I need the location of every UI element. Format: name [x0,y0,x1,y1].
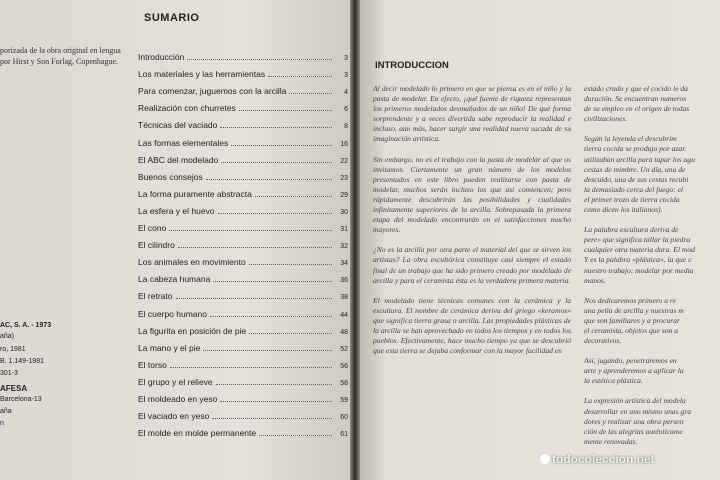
toc-entry-page: 3 [344,55,348,62]
toc-entry [138,428,348,438]
toc-leader-dots [221,162,332,163]
paragraph [584,134,720,215]
text-line: la estética plástica. [584,376,643,386]
toc-leader-dots [231,145,332,146]
imprint-line: aña [0,408,12,415]
text-line: desarrollar en uno mismo unas gra [584,406,692,416]
toc-entry-page: 48 [340,328,348,336]
toc-entry-page: 23 [340,174,348,182]
text-line: utilizaban arcilla para tapar los agu [584,154,695,164]
toc-leader-dots [206,179,332,180]
toc-entry-title: Técnicas del vaciado [138,120,218,131]
toc-leader-dots [239,110,332,111]
paragraph [584,396,720,446]
toc-entry [138,52,348,62]
paragraph [584,296,720,346]
text-line: dores y realizar una obra person [584,416,684,426]
paragraph: Al decir modelado lo primero en que se piensa es en el niño y la pasta de modelar. En efecto, ¡qué fuente de riqueza representan los primeros modelados desmañados de un niño! De qué forma sorprendente y a veces divertida sabe reproducir la realidad e incluso, aún más, hacer surgir una realidad nueva sacada de su imaginación artística. [373,84,571,144]
toc-entry-title: Las formas elementales [138,137,229,148]
toc-leader-dots [203,350,332,351]
text-line: nuestro trabajo: modelar por media [584,265,694,275]
text-line: La palabra escultura deriva de [584,225,679,235]
toc-entry-page: 38 [340,294,348,302]
text-line: cestas de mimbre. Un día, una de [584,164,686,174]
toc-leader-dots [218,213,332,214]
toc-entry [138,377,348,387]
watermark-text: todocoleccion.net [552,452,655,466]
toc-entry-title: La figurita en posición de pie [138,325,247,336]
toc-entry-title: Introducción [138,52,185,62]
toc-entry-title: El moldeado en yeso [138,394,218,404]
toc-entry-title: La esfera y el huevo [138,205,215,216]
toc-entry-page: 60 [340,414,348,422]
toc-entry-title: El molde en molde permanente [138,428,257,439]
toc-entry-page: 30 [340,208,348,216]
text-line: Según la leyenda el descubrim [584,134,677,144]
toc-entry-page: 56 [340,362,348,370]
imprint-line: AFESA [0,384,28,393]
text-line: manos. [584,275,606,285]
toc-entry-page: 34 [340,260,348,268]
toc-leader-dots [210,316,332,317]
toc-leader-dots [259,435,332,436]
text-line: que son familiares y a procurar [584,315,680,325]
text-line: tierra cocida se produjo por azar. [584,144,687,154]
imprint-line: ro, 1981 [0,346,26,353]
text-line: arte y aprenderemos a aplicar la [584,366,684,376]
toc-entry [138,257,348,267]
text-line: la demasiado cerca del fuego: el [584,184,684,194]
toc-entry-title: La forma puramente abstracta [138,188,252,199]
toc-entry [138,120,348,130]
toc-entry-page: 8 [344,123,348,131]
toc-entry [138,240,348,250]
toc-entry-title: Los animales en movimiento [138,257,246,268]
toc-entry-page: 16 [340,140,348,148]
copyright-notes [0,45,121,67]
text-line: pere» que significa tallar la piedra [584,235,691,245]
toc-entry [138,274,348,284]
toc-entry-title: El vaciado en yeso [138,411,210,422]
toc-entry-page: 31 [340,226,348,233]
watermark [540,452,655,466]
toc-entry-page: 32 [340,243,348,251]
toc-entry [138,86,348,96]
toc-entry [138,172,348,182]
toc-entry-title: El grupo y el relieve [138,376,213,387]
toc-entry-title: El ABC del modelado [138,154,219,165]
toc-entry-page: 61 [340,431,348,439]
intro-column-2 [584,84,720,457]
toc-entry-page: 58 [340,379,348,387]
toc-leader-dots [220,401,332,402]
toc-entry [138,189,348,199]
note-line: por Hirst y Son Forlag, Copenhague. [0,57,118,66]
toc-entry [138,411,348,421]
imprint-line: n [0,420,4,427]
toc-entry [138,223,348,233]
toc-entry-page: 6 [344,106,348,114]
toc-leader-dots [187,59,332,60]
text-line: decorativos. [584,336,622,346]
toc-entry [138,291,348,301]
text-line: cualquier otra materia dura. El mod [584,245,695,255]
note-line: porizada de la obra original en lengua [0,46,121,55]
toc-entry-title: El retrato [138,291,173,302]
intro-column-1 [373,84,571,366]
introduccion-title: INTRODUCCION [375,60,449,71]
toc-entry [138,309,348,319]
toc-entry-title: El cono [138,223,167,233]
imprint-line: Barcelona-13 [0,396,42,403]
toc-leader-dots [176,298,333,299]
text-line: como dicen los italianos). [584,205,663,215]
toc-entry-page: 4 [344,89,348,97]
toc-entry-page: 3 [344,72,348,80]
toc-entry-page: 59 [340,397,348,404]
toc-entry-title: El torso [138,359,167,370]
toc-entry [138,326,348,336]
paragraph: ¿No es la arcilla por otra parte el material del que se sirven los artistas? La obra escultórica constituye casi siempre el estado final de un trabajo que ha sido primero creado por modelado de arcilla y para el ceramista ésta es la verdadera primera materia. [373,245,571,285]
toc-leader-dots [213,281,332,282]
toc-leader-dots [169,230,332,231]
toc-leader-dots [220,127,332,128]
toc-leader-dots [289,93,332,94]
toc-entry-page: 36 [340,277,348,285]
toc-leader-dots [255,196,332,197]
toc-leader-dots [249,264,332,265]
imprint-line: aña) [0,333,15,340]
sumario-title: SUMARIO [144,12,200,24]
toc-entry-page: 29 [340,191,348,199]
toc-entry [138,360,348,370]
toc-leader-dots [216,384,332,385]
text-line: La expresión artística del modela [584,396,686,406]
toc-entry-title: Realización con churretes [138,103,236,114]
imprint-line: AC, S. A. - 1973 [0,322,52,329]
text-line: de su empleo en el origen de todas [584,104,690,114]
text-line: descuido, una de sus cestas recubi [584,174,689,184]
text-line: el ceramista, objetos que son a [584,325,679,335]
paragraph [584,84,720,124]
toc-entry [138,394,348,404]
toc-entry [138,69,348,79]
text-line: duración. Se encuentran numeros [584,94,687,104]
paragraph [584,225,720,286]
text-line: una pella de arcilla y nuestras m [584,305,684,315]
toc-leader-dots [249,333,332,334]
toc-leader-dots [178,247,332,248]
toc-entry [138,138,348,148]
text-line: el primer trozo de tierra cocida [584,194,680,204]
toc-leader-dots [170,367,332,368]
text-line: Nos dedicaremos primero a re [584,295,676,305]
imprint-line: B. 1.149-1981 [0,358,44,365]
text-line: estado crudo y que el cocido le da [584,84,688,93]
toc-entry-page: 22 [340,157,348,165]
toc-entry [138,343,348,353]
toc-entry-title: La mano y el pie [138,342,201,353]
text-line: ción de las alegrías auténticame [584,426,683,436]
toc-leader-dots [268,76,332,77]
text-line: Así, jugando, penetraremos en [584,356,677,366]
toc-entry [138,155,348,165]
toc-entry-title: Los materiales y las herramientas [138,69,266,80]
book-gutter [350,0,360,480]
paragraph [584,356,720,386]
paragraph: El modelado tiene técnicas comunes con la cerámica y la escultura. El nombre de cerámica deriva del griego «keramos» que significa tierra grasa o arcilla. Las propiedades plásticas de la arcilla se han aprovechado en todos los tiempos y en todos los pueblos. Efectivamente, hace mucho tiempo ya que se descubrió que esta tierra se dejaba conformar con la mayor facilidad en [373,295,571,356]
text-line: Y es la palabra «plástica», la que c [584,255,692,265]
watermark-logo-icon [540,454,550,464]
text-line: civilizaciones. [584,114,628,124]
toc-entry-title: El cuerpo humano [138,308,207,319]
toc-entry-title: La cabeza humana [138,274,211,285]
toc-entry-page: 44 [340,311,348,319]
toc-entry-title: El cilindro [138,240,175,251]
toc-entry-title: Para comenzar, juguemos con la arcilla [138,86,287,97]
text-line: mente renovadas. [584,436,638,446]
toc-leader-dots [212,418,332,419]
toc-entry [138,103,348,113]
toc-entry-page: 52 [340,345,348,353]
imprint-line: 301-3 [0,370,18,377]
paragraph: Sin embargo, no es el trabajo con la pasta de modelar al que os invitamos. Ciertamente un gran número de los modelos presentados en este libro pueden realizarse con pasta de modelar, muchos serán incluso los que así comiencen; pero rápidamente descubrirán las posibilidades y cualidades infinitamente superiores de la arcilla. Sobrepasada la primera etapa del modelado encontrarán en el satisfacciones mucho mayores. [373,154,571,235]
toc-entry-title: Buenos consejos [138,171,203,182]
toc-entry [138,206,348,216]
